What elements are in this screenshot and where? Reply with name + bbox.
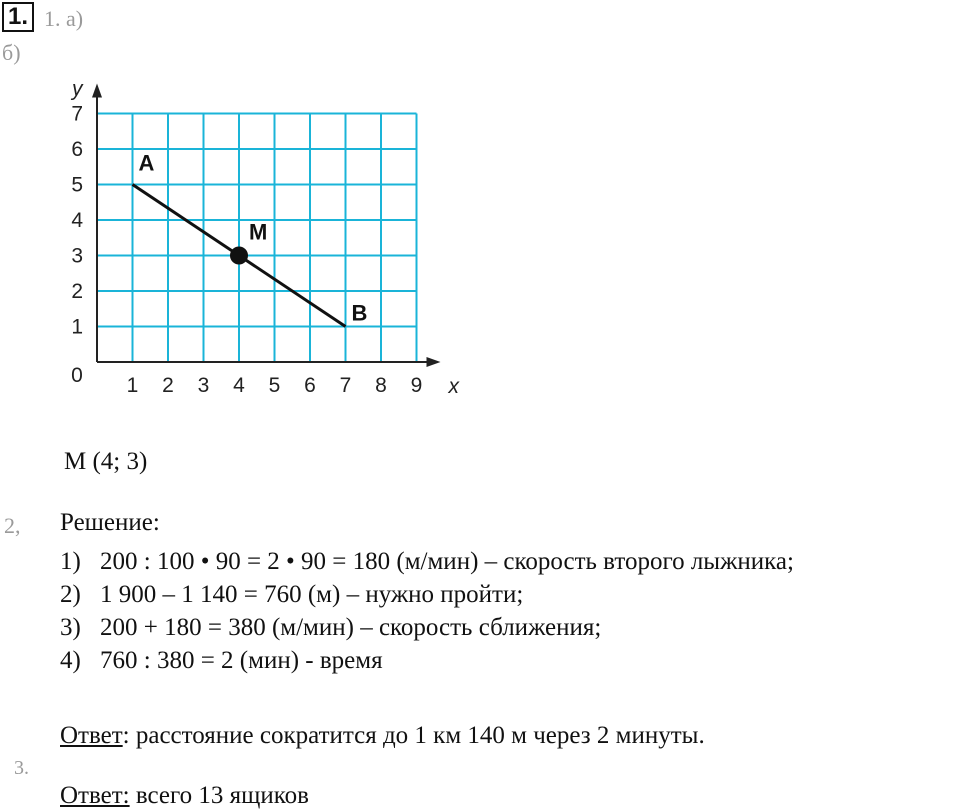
x-tick-label: 4: [233, 374, 245, 397]
x-tick-label: 8: [375, 374, 387, 397]
x-tick-label: 3: [197, 374, 210, 397]
y-tick-label: 3: [71, 244, 83, 268]
step-index: 1): [60, 548, 81, 575]
y-axis-label: y: [72, 77, 83, 101]
y-tick-label: 1: [71, 315, 83, 339]
answer-label: Ответ:: [60, 782, 130, 809]
step-index: 4): [60, 647, 81, 674]
x-tick-label: 6: [304, 374, 316, 397]
solution-step: [60, 578, 794, 611]
point-label-m: M: [249, 219, 268, 245]
step-text: 200 + 180 = 380 (м/мин) – скорость сближения;: [100, 614, 602, 641]
solution-steps: [60, 545, 794, 677]
answer-text: : расстояние сократится до 1 км 140 м через 2 минуты.: [122, 722, 705, 749]
y-tick-label: 5: [71, 173, 83, 197]
task2-number: 2,: [4, 513, 21, 538]
x-axis-label: x: [448, 375, 459, 398]
x-tick-label: 7: [339, 374, 352, 397]
task-number-box: 1.: [2, 2, 34, 32]
y-axis-arrow: [92, 84, 102, 98]
task3-answer: [60, 782, 309, 810]
y-tick-label: 6: [71, 138, 83, 161]
y-tick-label: 2: [71, 280, 83, 303]
part-a-label: 1. а): [44, 6, 84, 31]
x-tick-label: 2: [162, 374, 174, 397]
task3-number: 3.: [14, 757, 29, 779]
point-label-a: A: [138, 150, 155, 176]
y-tick-label: 7: [71, 102, 83, 126]
answer-label: Ответ: [60, 722, 123, 749]
solution-step: [60, 545, 794, 578]
x-tick-label: 5: [268, 374, 281, 397]
x-axis-arrow: [427, 357, 441, 367]
step-text: 760 : 380 = 2 (мин) - время: [100, 647, 383, 674]
part-b-label: б): [2, 40, 21, 65]
y-tick-label: 4: [71, 209, 83, 232]
x-tick-label: 9: [410, 374, 423, 397]
answer-text: всего 13 ящиков: [129, 782, 309, 809]
point-m-dot: [230, 247, 248, 265]
solution-step: [60, 644, 794, 677]
point-label-b: B: [351, 300, 368, 326]
task2-answer: [60, 722, 705, 750]
solution-step: [60, 611, 794, 644]
coordinate-graph: [60, 65, 460, 410]
point-m-coordinates: M (4; 3): [64, 448, 148, 475]
step-text: 200 : 100 • 90 = 2 • 90 = 180 (м/мин) – скорость второго лыжника;: [100, 548, 794, 575]
x-tick-label: 1: [126, 374, 139, 397]
step-index: 3): [60, 614, 81, 641]
x-tick-label: 0: [71, 364, 83, 387]
step-text: 1 900 – 1 140 = 760 (м) – нужно пройти;: [100, 581, 524, 608]
step-index: 2): [60, 581, 81, 608]
solution-title: Решение:: [60, 509, 160, 536]
